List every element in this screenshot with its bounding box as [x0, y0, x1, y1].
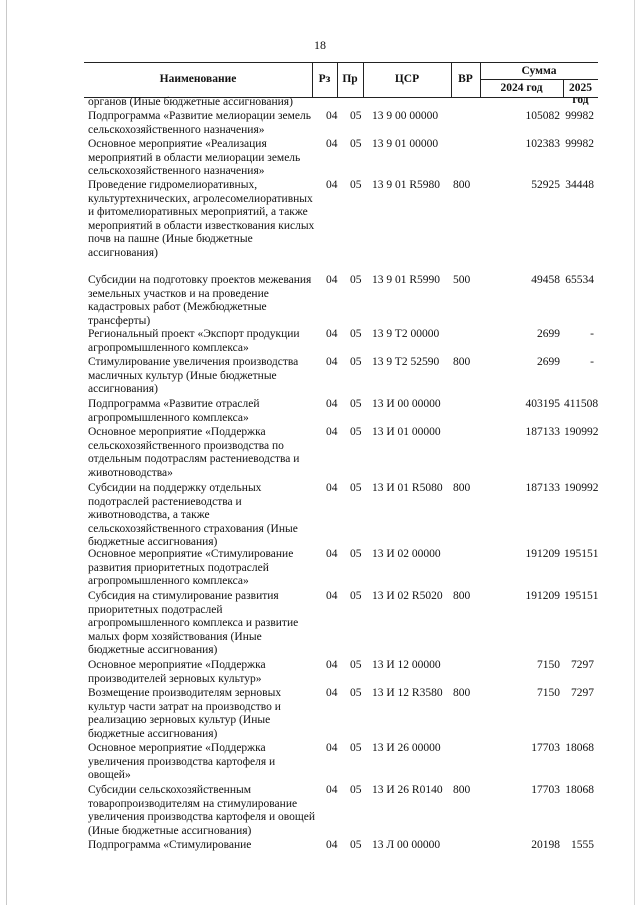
- table-row: [84, 138, 598, 179]
- row-pr: 05: [350, 179, 362, 191]
- row-sum-2024: 105082: [525, 110, 560, 122]
- row-vr: 800: [453, 784, 471, 796]
- row-vr: 800: [453, 179, 471, 191]
- row-name: Субсидии на подготовку проектов межевания земельных участков и на проведение кадастровых работ (Межбюджетные трансферты): [88, 274, 312, 327]
- row-csr: 13 И 02 R5020: [372, 590, 443, 602]
- row-sum-2024: 20198: [531, 839, 560, 851]
- row-vr: 800: [453, 356, 471, 368]
- row-rz: 04: [326, 784, 338, 796]
- header-vr: ВР: [458, 73, 473, 85]
- row-pr: 05: [350, 590, 362, 602]
- table-row: [84, 659, 598, 686]
- row-name: Подпрограмма «Развитие мелиорации земель сельскохозяйственного назначения»: [88, 110, 312, 136]
- table-row: [84, 274, 598, 328]
- row-sum-2025: 195151: [564, 590, 599, 602]
- row-rz: 04: [326, 548, 338, 560]
- row-sum-2024: 49458: [531, 274, 560, 286]
- row-sum-2024: 191209: [525, 548, 560, 560]
- row-sum-2024: 191209: [525, 590, 560, 602]
- row-name: Субсидии сельскохозяйственным товаропроизводителям на стимулирование увеличения производства картофеля и овощей (Иные бюджетные ассигнования): [88, 784, 316, 837]
- header-pr: Пр: [342, 73, 358, 85]
- row-csr: 13 И 12 R3580: [372, 687, 443, 699]
- row-sum-2024: 102383: [525, 138, 560, 150]
- row-csr: 13 И 12 00000: [372, 659, 441, 671]
- row-sum-2024: 187133: [525, 482, 560, 494]
- row-sum-2025: 7297: [571, 659, 594, 671]
- row-sum-2025: 99982: [565, 138, 594, 150]
- row-sum-2024: 2699: [537, 328, 560, 340]
- row-rz: 04: [326, 687, 338, 699]
- header-name: Наименование: [159, 73, 237, 85]
- row-pr: 05: [350, 482, 362, 494]
- row-pr: 05: [350, 274, 362, 286]
- row-name: Подпрограмма «Развитие отраслей агропромышленного комплекса»: [88, 398, 260, 424]
- page-number: 18: [314, 38, 326, 52]
- table-row: [84, 356, 598, 397]
- header-rz: Рз: [318, 73, 331, 85]
- row-sum-2025: 411508: [564, 398, 599, 410]
- table-row: [84, 590, 598, 658]
- row-sum-2024: 403195: [525, 398, 560, 410]
- row-rz: 04: [326, 839, 338, 851]
- table-row: [84, 96, 598, 110]
- row-sum-2025: 65534: [565, 274, 594, 286]
- row-pr: 05: [350, 110, 362, 122]
- row-rz: 04: [326, 398, 338, 410]
- row-name: Основное мероприятие «Поддержка сельскохозяйственного производства по отдельным подотраслям растениеводства и животноводства»: [88, 426, 300, 479]
- row-sum-2025: 190992: [564, 482, 599, 494]
- row-name: Подпрограмма «Стимулирование: [88, 839, 252, 851]
- table-row: [84, 110, 598, 137]
- row-vr: 800: [453, 482, 471, 494]
- row-name: Проведение гидромелиоративных, культуртехнических, агролесомелиоративных и фитомелиоративных мероприятий, а также мероприятий в области известкования кислых почв на пашне (Иные бюджетные ассигнования): [88, 179, 315, 259]
- row-csr: 13 9 01 R5990: [372, 274, 441, 286]
- row-pr: 05: [350, 328, 362, 340]
- table-row: [84, 548, 598, 589]
- scan-edge-left: [6, 0, 7, 905]
- row-name: Субсидия на стимулирование развития приоритетных подотраслей агропромышленного комплекса и развитие малых форм хозяйствования (Иные бюджетные ассигнования): [88, 590, 299, 657]
- row-sum-2025: 99982: [565, 110, 594, 122]
- row-rz: 04: [326, 110, 338, 122]
- row-csr: 13 И 02 00000: [372, 548, 441, 560]
- row-sum-2025: 18068: [565, 742, 594, 754]
- row-pr: 05: [350, 426, 362, 438]
- row-csr: 13 9 T2 52590: [372, 356, 440, 368]
- table-row: [84, 687, 598, 741]
- table-row: [84, 784, 598, 838]
- row-csr: 13 Л 00 00000: [372, 839, 441, 851]
- row-vr: 500: [453, 274, 471, 286]
- row-sum-2025: -: [590, 356, 594, 368]
- row-name: Основное мероприятие «Поддержка увеличения производства картофеля и овощей»: [88, 742, 276, 782]
- row-sum-2024: 17703: [531, 784, 560, 796]
- row-csr: 13 И 26 00000: [372, 742, 441, 754]
- header-csr: ЦСР: [394, 73, 420, 85]
- row-pr: 05: [350, 687, 362, 699]
- row-name: Основное мероприятие «Стимулирование развития приоритетных подотраслей агропромышленного комплекса»: [88, 548, 294, 588]
- row-pr: 05: [350, 659, 362, 671]
- row-rz: 04: [326, 356, 338, 368]
- row-rz: 04: [326, 426, 338, 438]
- table-row: [84, 426, 598, 480]
- row-pr: 05: [350, 356, 362, 368]
- row-sum-2025: 18068: [565, 784, 594, 796]
- row-sum-2024: 2699: [537, 356, 560, 368]
- row-name: Основное мероприятие «Реализация мероприятий в области мелиорации земель сельскохозяйственного назначения»: [88, 138, 301, 178]
- scan-edge-right: [634, 0, 635, 905]
- row-csr: 13 9 T2 00000: [372, 328, 440, 340]
- table-row: [84, 839, 598, 853]
- row-sum-2024: 7150: [537, 659, 560, 671]
- table-row: [84, 742, 598, 783]
- row-sum-2024: 7150: [537, 687, 560, 699]
- row-name: Основное мероприятие «Поддержка производителей зерновых культур»: [88, 659, 266, 685]
- row-csr: 13 9 01 R5980: [372, 179, 441, 191]
- row-sum-2025: 7297: [571, 687, 594, 699]
- table-row: [84, 398, 598, 425]
- row-rz: 04: [326, 590, 338, 602]
- row-vr: 800: [453, 687, 471, 699]
- row-csr: 13 9 01 00000: [372, 138, 439, 150]
- row-sum-2025: 34448: [565, 179, 594, 191]
- row-name: Субсидии на поддержку отдельных подотраслей растениеводства и животноводства, а также сельскохозяйственного страхования (Иные бюджетные ассигнования): [88, 482, 298, 549]
- row-sum-2025: 195151: [564, 548, 599, 560]
- row-vr: 800: [453, 590, 471, 602]
- row-sum-2025: 190992: [564, 426, 599, 438]
- row-pr: 05: [350, 742, 362, 754]
- row-pr: 05: [350, 784, 362, 796]
- row-sum-2025: 1555: [571, 839, 594, 851]
- row-name: Возмещение производителям зерновых культур части затрат на производство и реализацию зерновых культур (Иные бюджетные ассигнования): [88, 687, 282, 740]
- row-rz: 04: [326, 274, 338, 286]
- row-sum-2025: -: [590, 328, 594, 340]
- row-csr: 13 И 00 00000: [372, 398, 441, 410]
- row-rz: 04: [326, 138, 338, 150]
- row-pr: 05: [350, 548, 362, 560]
- row-sum-2024: 17703: [531, 742, 560, 754]
- header-2024: 2024 год: [500, 82, 543, 94]
- row-rz: 04: [326, 179, 338, 191]
- row-csr: 13 И 01 00000: [372, 426, 441, 438]
- row-pr: 05: [350, 839, 362, 851]
- header-sum: Сумма: [521, 65, 557, 77]
- row-rz: 04: [326, 659, 338, 671]
- row-csr: 13 9 00 00000: [372, 110, 439, 122]
- table-row: [84, 179, 598, 274]
- row-name: Региональный проект «Экспорт продукции агропромышленного комплекса»: [88, 328, 300, 354]
- row-pr: 05: [350, 138, 362, 150]
- table-row: [84, 328, 598, 355]
- header-2025: 2025 год: [569, 82, 592, 106]
- row-csr: 13 И 01 R5080: [372, 482, 443, 494]
- row-pr: 05: [350, 398, 362, 410]
- row-name: органов (Иные бюджетные ассигнования): [88, 96, 293, 108]
- row-sum-2024: 187133: [525, 426, 560, 438]
- row-rz: 04: [326, 742, 338, 754]
- row-sum-2024: 52925: [531, 179, 560, 191]
- row-name: Стимулирование увеличения производства масличных культур (Иные бюджетные ассигнования): [88, 356, 299, 396]
- row-csr: 13 И 26 R0140: [372, 784, 443, 796]
- row-rz: 04: [326, 482, 338, 494]
- row-rz: 04: [326, 328, 338, 340]
- table-row: [84, 482, 598, 550]
